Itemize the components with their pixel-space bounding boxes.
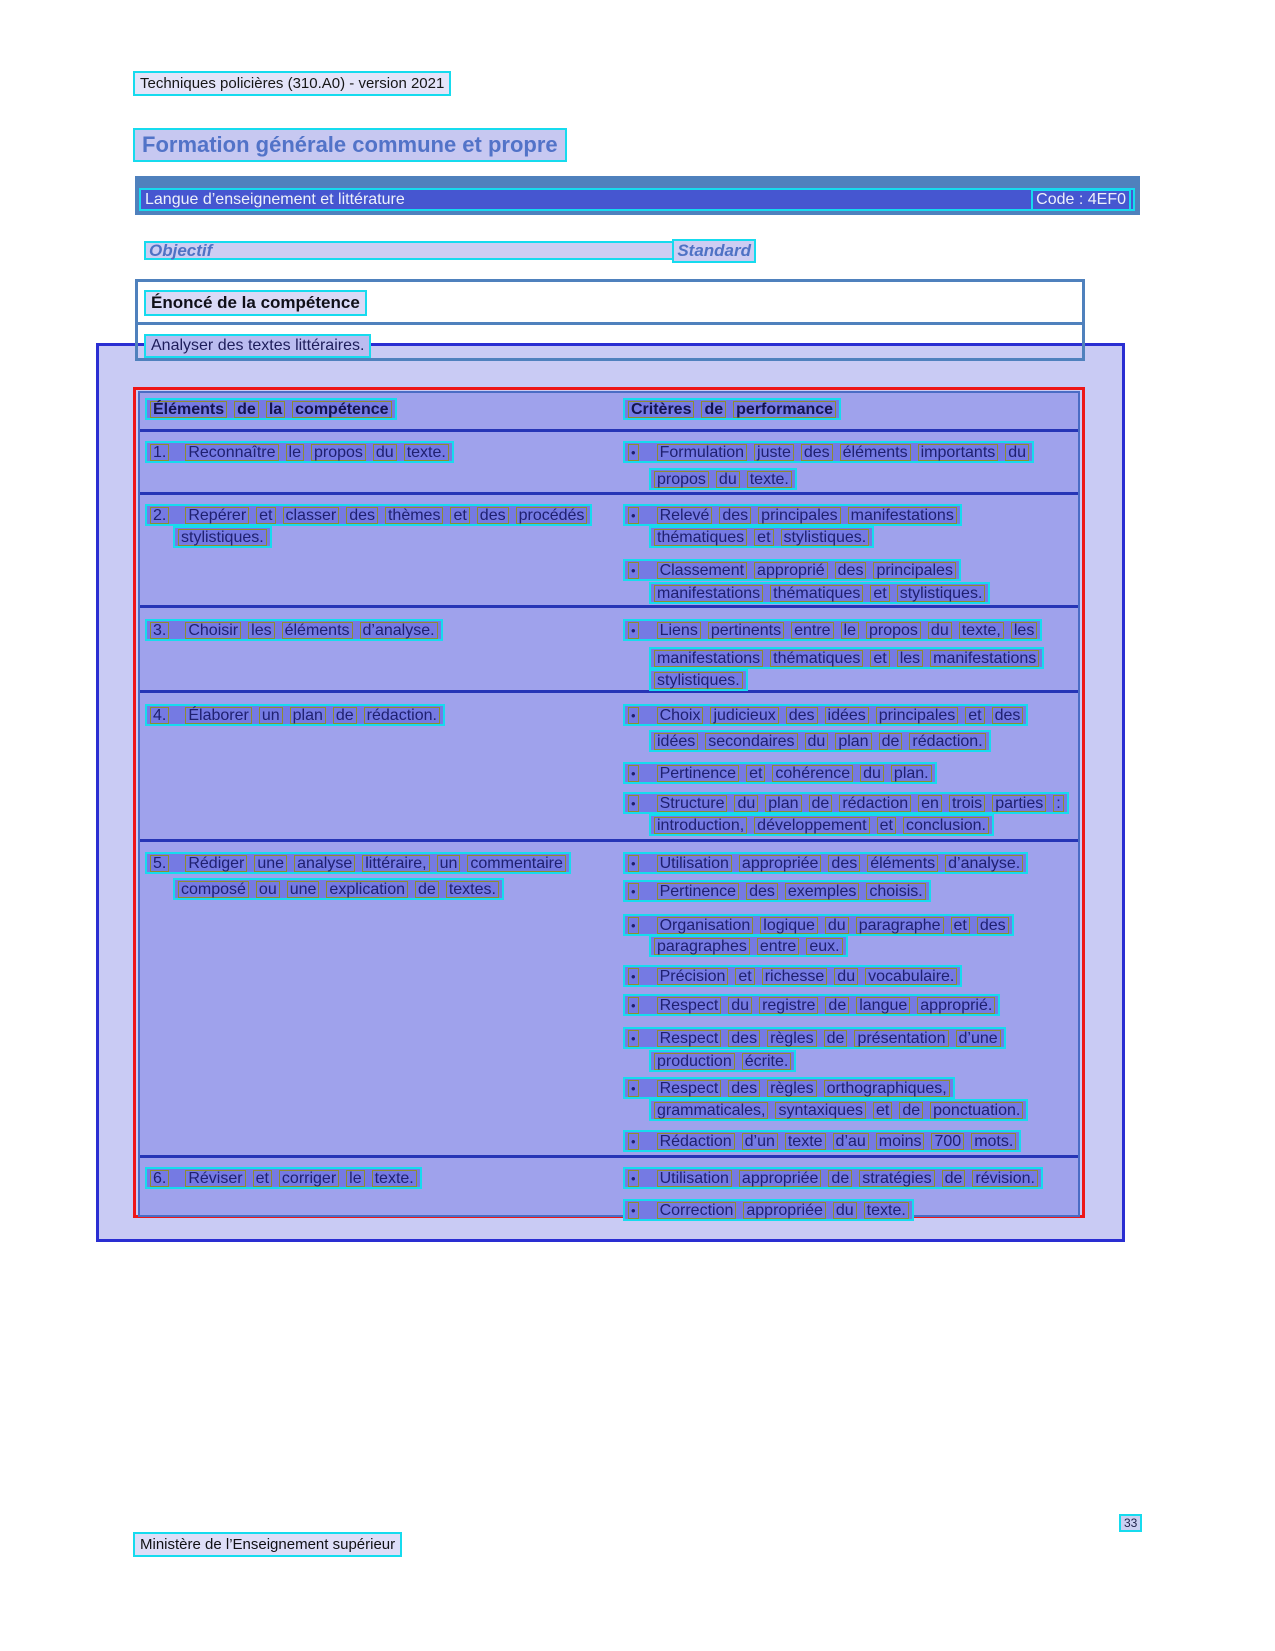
bullet-icon: •	[628, 917, 639, 934]
line-text	[657, 1030, 1001, 1047]
line-text	[657, 562, 956, 579]
word-box: performance	[733, 401, 836, 418]
word-box: des	[746, 883, 778, 900]
line-text	[657, 997, 996, 1014]
word-box: des	[728, 1030, 760, 1047]
table-text-line	[623, 965, 962, 987]
bullet-icon: •	[628, 968, 639, 985]
word-box: du	[1005, 444, 1029, 461]
word-box: stylistiques.	[654, 672, 743, 689]
line-text	[654, 1102, 1023, 1119]
word-box: et	[754, 529, 773, 546]
line-text	[657, 1133, 1017, 1150]
word-box: des	[728, 1080, 760, 1097]
word-box: texte	[785, 1133, 826, 1150]
word-box: manifestations	[848, 507, 957, 524]
word-box: d’au	[833, 1133, 869, 1150]
table-text-line	[623, 559, 961, 581]
table-text-line	[145, 704, 445, 726]
word-box: de	[942, 1170, 966, 1187]
word-box: Respect	[657, 1030, 722, 1047]
word-box: du	[728, 997, 752, 1014]
table-text-line	[649, 814, 994, 836]
word-box: classer	[283, 507, 340, 524]
word-box: Utilisation	[657, 1170, 732, 1187]
word-box: Repérer	[185, 507, 249, 524]
word-box: des	[992, 707, 1024, 724]
bullet-icon: •	[628, 707, 639, 724]
word-box: grammaticales,	[654, 1102, 768, 1119]
word-box: Rédaction	[657, 1133, 735, 1150]
word-box: stylistiques.	[897, 585, 986, 602]
word-box: textes.	[446, 881, 499, 898]
line-text	[185, 1170, 416, 1187]
line-text	[654, 529, 869, 546]
word-box: parties	[992, 795, 1046, 812]
table-text-line	[623, 1130, 1021, 1152]
bullet-icon: •	[628, 507, 639, 524]
enonce-body: Analyser des textes littéraires.	[144, 334, 371, 358]
word-box: de	[415, 881, 439, 898]
word-box: Élaborer	[185, 707, 251, 724]
word-box: de	[809, 795, 833, 812]
word-box: juste	[754, 444, 794, 461]
word-box: appropriée	[743, 1202, 826, 1219]
word-box: et	[256, 507, 275, 524]
table-text-line	[649, 730, 991, 752]
word-box: entre	[757, 938, 799, 955]
word-box: révision.	[972, 1170, 1038, 1187]
word-box: compétence	[292, 401, 391, 418]
word-box: Réviser	[185, 1170, 245, 1187]
word-box: eux.	[806, 938, 842, 955]
word-box: texte.	[864, 1202, 909, 1219]
word-box: secondaires	[705, 733, 797, 750]
word-box: moins	[876, 1133, 925, 1150]
word-box: thèmes	[385, 507, 443, 524]
line-text	[654, 672, 743, 689]
line-text	[178, 881, 499, 898]
subject-name: Langue d’enseignement et littérature	[145, 190, 405, 208]
word-box: Éléments	[150, 401, 227, 418]
line-text	[657, 444, 1030, 461]
word-box: orthographiques,	[824, 1080, 950, 1097]
word-box: et	[735, 968, 754, 985]
line-text	[654, 733, 986, 750]
word-box: idées	[825, 707, 869, 724]
line-text	[654, 938, 843, 955]
word-box: thématiques	[654, 529, 747, 546]
word-box: syntaxiques	[775, 1102, 866, 1119]
item-number: 5.	[150, 855, 169, 872]
line-text	[185, 622, 437, 639]
word-box: Relevé	[657, 507, 713, 524]
word-box: :	[1053, 795, 1063, 812]
word-box: Respect	[657, 997, 722, 1014]
table-text-line	[623, 914, 1014, 936]
row-divider	[140, 429, 1078, 432]
word-box: Correction	[657, 1202, 737, 1219]
table-text-line	[649, 526, 874, 548]
word-box: pertinents	[708, 622, 784, 639]
word-box: propos	[311, 444, 366, 461]
word-box: Choisir	[185, 622, 241, 639]
ministry-footer: Ministère de l’Enseignement supérieur	[133, 1532, 402, 1557]
word-box: rédaction	[839, 795, 911, 812]
word-box: exemples	[785, 883, 859, 900]
table-text-line	[173, 878, 504, 900]
line-text	[654, 817, 989, 834]
word-box: texte,	[959, 622, 1004, 639]
word-box: langue	[856, 997, 910, 1014]
table-text-line	[623, 504, 962, 526]
word-box: manifestations	[654, 585, 763, 602]
word-box: Rédiger	[185, 855, 247, 872]
line-text	[185, 707, 440, 724]
word-box: importants	[918, 444, 999, 461]
line-text	[657, 883, 926, 900]
bullet-icon: •	[628, 1202, 639, 1219]
line-text	[654, 1053, 791, 1070]
word-box: 700	[931, 1133, 964, 1150]
word-box: les	[248, 622, 274, 639]
word-box: règles	[767, 1080, 817, 1097]
word-box: et	[873, 1102, 892, 1119]
table-text-line	[623, 704, 1028, 726]
word-box: écrite.	[742, 1053, 792, 1070]
word-box: Pertinence	[657, 765, 740, 782]
table-text-line	[623, 619, 1042, 641]
word-box: Formulation	[657, 444, 747, 461]
line-text	[654, 471, 792, 488]
word-box: principales	[873, 562, 955, 579]
word-box: cohérence	[772, 765, 853, 782]
word-box: du	[734, 795, 758, 812]
row-divider	[140, 839, 1078, 842]
word-box: le	[286, 444, 304, 461]
line-text	[657, 1080, 950, 1097]
word-box: du	[834, 968, 858, 985]
word-box: Reconnaître	[185, 444, 278, 461]
bullet-icon: •	[628, 855, 639, 872]
competence-table	[138, 391, 1080, 1217]
word-box: les	[897, 650, 923, 667]
word-box: et	[965, 707, 984, 724]
word-box: corriger	[279, 1170, 339, 1187]
table-text-line	[649, 669, 748, 691]
word-box: Pertinence	[657, 883, 740, 900]
word-box: d’un	[742, 1133, 778, 1150]
table-text-line	[145, 504, 592, 526]
word-box: le	[841, 622, 859, 639]
word-box: vocabulaire.	[865, 968, 957, 985]
line-text	[657, 765, 932, 782]
word-box: plan.	[891, 765, 932, 782]
word-box: Respect	[657, 1080, 722, 1097]
table-text-line	[649, 647, 1044, 669]
line-text	[657, 707, 1024, 724]
word-box: choisis.	[866, 883, 925, 900]
word-box: une	[254, 855, 287, 872]
word-box: entre	[791, 622, 833, 639]
table-text-line	[623, 880, 931, 902]
line-text	[185, 507, 587, 524]
word-box: explication	[326, 881, 408, 898]
word-box: stylistiques.	[178, 529, 267, 546]
line-text	[657, 1170, 1038, 1187]
word-box: trois	[949, 795, 985, 812]
word-box: des	[801, 444, 833, 461]
line-text	[657, 507, 957, 524]
bullet-icon: •	[628, 1030, 639, 1047]
word-box: la	[266, 401, 285, 418]
word-box: de	[333, 707, 357, 724]
word-box: plan	[835, 733, 871, 750]
word-box: d’analyse.	[360, 622, 438, 639]
word-box: et	[253, 1170, 272, 1187]
word-box: approprié	[754, 562, 828, 579]
line-text	[657, 1202, 909, 1219]
word-box: des	[835, 562, 867, 579]
bullet-icon: •	[628, 562, 639, 579]
word-box: de	[879, 733, 903, 750]
word-box: propos	[866, 622, 921, 639]
line-text	[657, 795, 1064, 812]
word-box: principales	[876, 707, 958, 724]
table-text-line	[623, 441, 1034, 463]
word-box: règles	[767, 1030, 817, 1047]
word-box: Utilisation	[657, 855, 732, 872]
word-box: de	[234, 401, 259, 418]
table-text-line	[649, 935, 848, 957]
enonce-body-box	[135, 322, 1085, 361]
line-text	[657, 917, 1009, 934]
standard-label: Standard	[672, 239, 756, 263]
word-box: et	[870, 585, 889, 602]
word-box: de	[828, 1170, 852, 1187]
word-box: plan	[765, 795, 801, 812]
page-title: Formation générale commune et propre	[133, 128, 567, 162]
word-box: manifestations	[930, 650, 1039, 667]
word-box: paragraphe	[856, 917, 944, 934]
word-box: du	[716, 471, 740, 488]
bullet-icon: •	[628, 997, 639, 1014]
word-box: texte.	[404, 444, 449, 461]
word-box: le	[346, 1170, 364, 1187]
program-header: Techniques policières (310.A0) - version 2021	[133, 71, 451, 96]
word-box: registre	[759, 997, 818, 1014]
table-text-line	[649, 468, 797, 490]
word-box: composé	[178, 881, 249, 898]
enonce-heading-box	[135, 279, 1085, 325]
word-box: appropriée	[739, 1170, 822, 1187]
word-box: paragraphes	[654, 938, 750, 955]
word-box: d’analyse.	[945, 855, 1023, 872]
word-box: texte.	[747, 471, 792, 488]
line-text	[657, 622, 1038, 639]
word-box: thématiques	[770, 585, 863, 602]
word-box: du	[860, 765, 884, 782]
word-box: en	[918, 795, 942, 812]
word-box: des	[786, 707, 818, 724]
table-text-line	[145, 852, 571, 874]
subject-band	[135, 176, 1140, 215]
table-text-line	[145, 619, 443, 641]
word-box: plan	[290, 707, 326, 724]
word-box: texte.	[372, 1170, 417, 1187]
table-text-line	[145, 441, 454, 463]
word-box: de	[899, 1102, 923, 1119]
table-text-line	[623, 762, 937, 784]
table-text-line	[623, 994, 1000, 1016]
word-box: du	[833, 1202, 857, 1219]
row-divider	[140, 605, 1078, 608]
line-text	[654, 585, 985, 602]
word-box: idées	[654, 733, 698, 750]
word-box: de	[824, 1030, 848, 1047]
bullet-icon: •	[628, 883, 639, 900]
item-number: 1.	[150, 444, 169, 461]
line-text	[150, 401, 392, 418]
word-box: et	[450, 507, 469, 524]
word-box: et	[877, 817, 896, 834]
row-divider	[140, 1155, 1078, 1158]
objectif-label: Objectif	[149, 240, 213, 260]
word-box: une	[287, 881, 320, 898]
word-box: procédés	[516, 507, 588, 524]
word-box: un	[437, 855, 461, 872]
table-text-line	[623, 792, 1069, 814]
bullet-icon: •	[628, 622, 639, 639]
word-box: commentaire	[467, 855, 565, 872]
word-box: des	[828, 855, 860, 872]
word-box: mots.	[971, 1133, 1016, 1150]
word-box: Choix	[657, 707, 704, 724]
word-box: propos	[654, 471, 709, 488]
row-divider	[140, 690, 1078, 693]
item-number: 4.	[150, 707, 169, 724]
table-text-line	[623, 1167, 1043, 1189]
line-text	[628, 401, 836, 418]
word-box: les	[1011, 622, 1037, 639]
bullet-icon: •	[628, 1170, 639, 1187]
word-box: principales	[758, 507, 840, 524]
subject-band-highlight	[139, 188, 1135, 211]
bullet-icon: •	[628, 765, 639, 782]
word-box: d’une	[956, 1030, 1001, 1047]
word-box: conclusion.	[903, 817, 989, 834]
bullet-icon: •	[628, 444, 639, 461]
table-text-line	[649, 1050, 796, 1072]
line-text	[185, 444, 448, 461]
word-box: logique	[760, 917, 818, 934]
table-text-line	[649, 582, 990, 604]
word-box: du	[928, 622, 952, 639]
word-box: de	[825, 997, 849, 1014]
word-box: des	[346, 507, 378, 524]
line-text	[657, 968, 958, 985]
word-box: du	[825, 917, 849, 934]
word-box: rédaction.	[909, 733, 985, 750]
col2-header	[623, 398, 841, 420]
page-number: 33	[1119, 1514, 1142, 1532]
table-text-line	[623, 852, 1028, 874]
line-text	[185, 855, 566, 872]
word-box: éléments	[840, 444, 911, 461]
line-text	[178, 529, 267, 546]
word-box: appropriée	[739, 855, 822, 872]
bullet-icon: •	[628, 795, 639, 812]
word-box: et	[951, 917, 970, 934]
word-box: du	[805, 733, 829, 750]
word-box: introduction,	[654, 817, 747, 834]
word-box: présentation	[854, 1030, 948, 1047]
word-box: ponctuation.	[930, 1102, 1023, 1119]
word-box: Critères	[628, 401, 694, 418]
word-box: des	[719, 507, 751, 524]
item-number: 2.	[150, 507, 169, 524]
word-box: Liens	[657, 622, 701, 639]
word-box: de	[701, 401, 726, 418]
table-text-line	[649, 1099, 1028, 1121]
table-text-line	[623, 1077, 955, 1099]
bullet-icon: •	[628, 1133, 639, 1150]
word-box: Classement	[657, 562, 747, 579]
word-box: éléments	[282, 622, 353, 639]
word-box: thématiques	[770, 650, 863, 667]
word-box: Organisation	[657, 917, 754, 934]
subject-code: Code : 4EF0	[1031, 189, 1131, 211]
word-box: un	[259, 707, 283, 724]
item-number: 6.	[150, 1170, 169, 1187]
word-box: manifestations	[654, 650, 763, 667]
word-box: éléments	[867, 855, 938, 872]
objectif-standard-row	[144, 241, 756, 260]
word-box: ou	[256, 881, 280, 898]
word-box: production	[654, 1053, 735, 1070]
word-box: stylistiques.	[781, 529, 870, 546]
word-box: approprié.	[917, 997, 995, 1014]
word-box: Précision	[657, 968, 729, 985]
line-text	[657, 855, 1024, 872]
word-box: rédaction.	[364, 707, 440, 724]
col1-header	[145, 398, 397, 420]
table-text-line	[145, 1167, 422, 1189]
word-box: analyse	[294, 855, 355, 872]
word-box: Structure	[657, 795, 728, 812]
word-box: richesse	[762, 968, 828, 985]
line-text	[654, 650, 1039, 667]
table-text-line	[173, 526, 272, 548]
word-box: des	[977, 917, 1009, 934]
word-box: littéraire,	[362, 855, 429, 872]
word-box: judicieux	[710, 707, 778, 724]
enonce-heading: Énoncé de la compétence	[144, 290, 367, 316]
word-box: des	[477, 507, 509, 524]
word-box: développement	[754, 817, 869, 834]
bullet-icon: •	[628, 1080, 639, 1097]
word-box: stratégies	[859, 1170, 934, 1187]
word-box: du	[373, 444, 397, 461]
table-text-line	[623, 1199, 914, 1221]
item-number: 3.	[150, 622, 169, 639]
row-divider	[140, 492, 1078, 495]
table-text-line	[623, 1027, 1006, 1049]
word-box: et	[870, 650, 889, 667]
word-box: et	[746, 765, 765, 782]
